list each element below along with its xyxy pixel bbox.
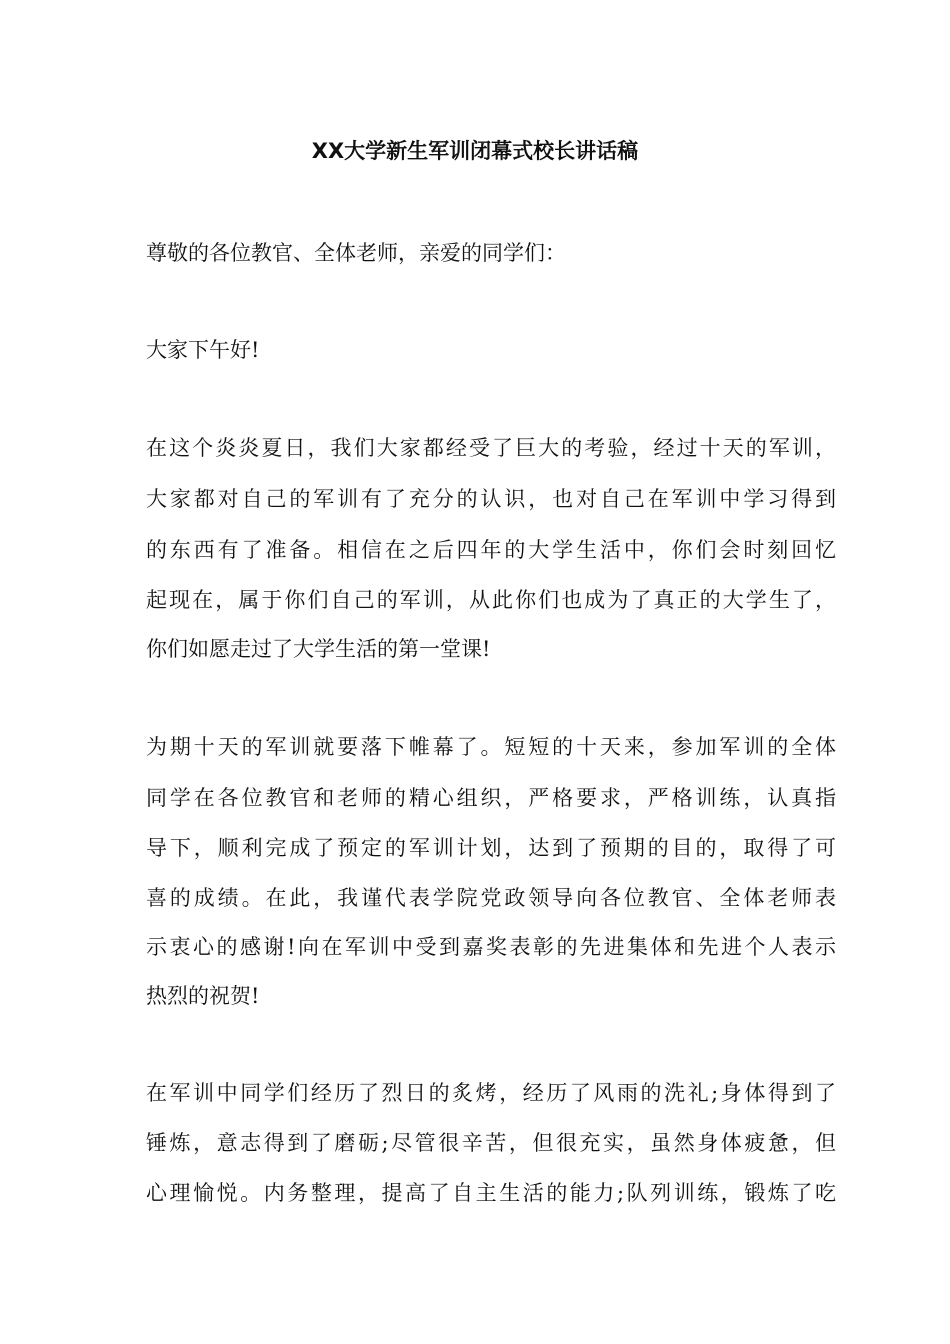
paragraph-line: 同学在各位教官和老师的精心组织，严格要求，严格训练，认真指 xyxy=(146,786,836,810)
paragraph-line: 你们如愿走过了大学生活的第一堂课! xyxy=(146,637,491,661)
salutation: 尊敬的各位教官、全体老师，亲爱的同学们： xyxy=(146,241,566,265)
paragraph-line: 在军训中同学们经历了烈日的炙烤，经历了风雨的洗礼;身体得到了 xyxy=(146,1081,836,1105)
paragraph-line: 的东西有了准备。相信在之后四年的大学生活中，你们会时刻回忆 xyxy=(146,538,836,562)
paragraph-line: 起现在，属于你们自己的军训，从此你们也成为了真正的大学生了， xyxy=(146,588,836,612)
paragraph-line: 心理愉悦。内务整理，提高了自主生活的能力;队列训练，锻炼了吃 xyxy=(146,1181,836,1205)
paragraph-line: 锤炼，意志得到了磨砺;尽管很辛苦，但很充实，虽然身体疲惫，但 xyxy=(146,1131,836,1155)
paragraph-line: 在这个炎炎夏日，我们大家都经受了巨大的考验，经过十天的军训， xyxy=(146,436,836,460)
paragraph-line: 热烈的祝贺! xyxy=(146,984,260,1008)
document-title: XX大学新生军训闭幕式校长讲话稿 xyxy=(311,139,639,163)
paragraph-line: 示衷心的感谢!向在军训中受到嘉奖表彰的先进集体和先进个人表示 xyxy=(146,935,836,959)
paragraph-line: 大家都对自己的军训有了充分的认识，也对自己在军训中学习得到 xyxy=(146,487,836,511)
greeting: 大家下午好! xyxy=(146,338,260,362)
paragraph-line: 喜的成绩。在此，我谨代表学院党政领导向各位教官、全体老师表 xyxy=(146,886,836,910)
paragraph-line: 导下，顺利完成了预定的军训计划，达到了预期的目的，取得了可 xyxy=(146,836,836,860)
paragraph-line: 为期十天的军训就要落下帷幕了。短短的十天来，参加军训的全体 xyxy=(146,735,836,759)
